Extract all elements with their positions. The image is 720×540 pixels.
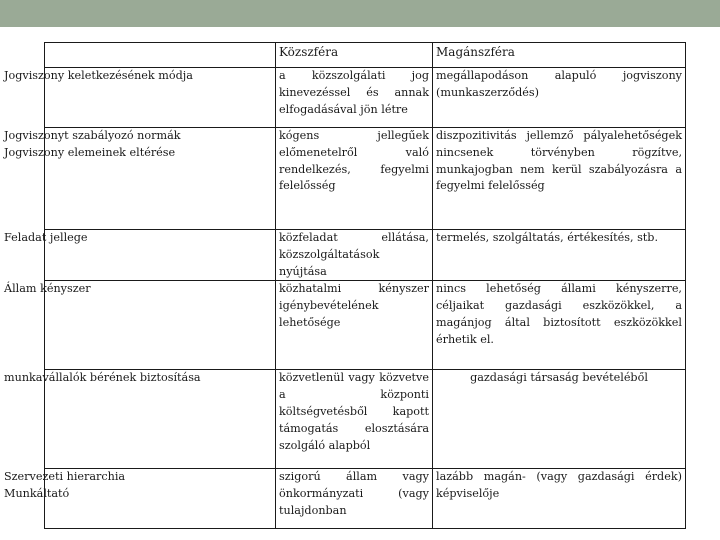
table-row bbox=[45, 230, 686, 281]
row-label-line: Jogviszonyt szabályozó normák bbox=[4, 129, 181, 142]
comparison-table bbox=[4, 42, 686, 529]
header-row bbox=[45, 43, 686, 68]
row-label-line: munkavállalók bérének biztosítása bbox=[4, 371, 201, 385]
public-cell: a közszolgálati jog kinevezéssel és annak elfogadásával jön létre bbox=[276, 68, 433, 128]
public-cell: kógens jellegűek előmenetelről való rendelkezés, fegyelmi felelősség bbox=[276, 128, 433, 230]
row-label bbox=[4, 68, 276, 128]
row-label bbox=[4, 370, 276, 469]
public-cell: közvetlenül vagy közvetve a központi költségvetésből kapott támogatás elosztására szolgáló alapból bbox=[276, 370, 433, 469]
row-label-line: Feladat jellege bbox=[4, 231, 88, 244]
row-label bbox=[4, 230, 276, 281]
private-cell: gazdasági társaság bevételéből bbox=[433, 370, 686, 469]
row-label bbox=[4, 469, 276, 529]
private-cell: megállapodáson alapuló jogviszony (munkaszerződés) bbox=[433, 68, 686, 128]
header-empty-cell bbox=[45, 43, 276, 68]
row-label-line: Állam kényszer bbox=[4, 282, 91, 296]
row-label bbox=[4, 128, 276, 230]
table-row bbox=[45, 68, 686, 128]
table-row bbox=[45, 281, 686, 370]
private-cell: diszpozitivitás jellemző pályalehetőségek nincsenek törvényben rögzítve, munkajogban nem kerül szabályozásra a fegyelmi felelősség bbox=[433, 128, 686, 230]
private-cell: nincs lehetőség állami kényszerre, céljaikat gazdasági eszközökkel, a magánjog által biztosított eszközökkel érhetik el. bbox=[433, 281, 686, 370]
slide-top-bar bbox=[0, 0, 720, 27]
row-label-line: Munkáltató bbox=[4, 487, 70, 501]
row-label bbox=[4, 281, 276, 370]
header-private-sector: Magánszféra bbox=[433, 43, 686, 68]
private-cell: termelés, szolgáltatás, értékesítés, stb. bbox=[433, 230, 686, 281]
row-label-line: Jogviszony keletkezésének módja bbox=[4, 69, 193, 82]
public-cell: szigorú állam vagy önkormányzati (vagy tulajdonban bbox=[276, 469, 433, 529]
public-cell: közhatalmi kényszer igénybevételének lehetősége bbox=[276, 281, 433, 370]
table-row bbox=[45, 469, 686, 529]
row-label-line: Szervezeti hierarchia bbox=[4, 470, 126, 484]
table-row bbox=[45, 370, 686, 469]
header-public-sector: Közszféra bbox=[276, 43, 433, 68]
row-label-line: Jogviszony elemeinek eltérése bbox=[4, 145, 176, 159]
public-cell: közfeladat ellátása, közszolgáltatások nyújtása bbox=[276, 230, 433, 281]
private-cell: lazább magán- (vagy gazdasági érdek) képviselője bbox=[433, 469, 686, 529]
table-row bbox=[45, 128, 686, 230]
